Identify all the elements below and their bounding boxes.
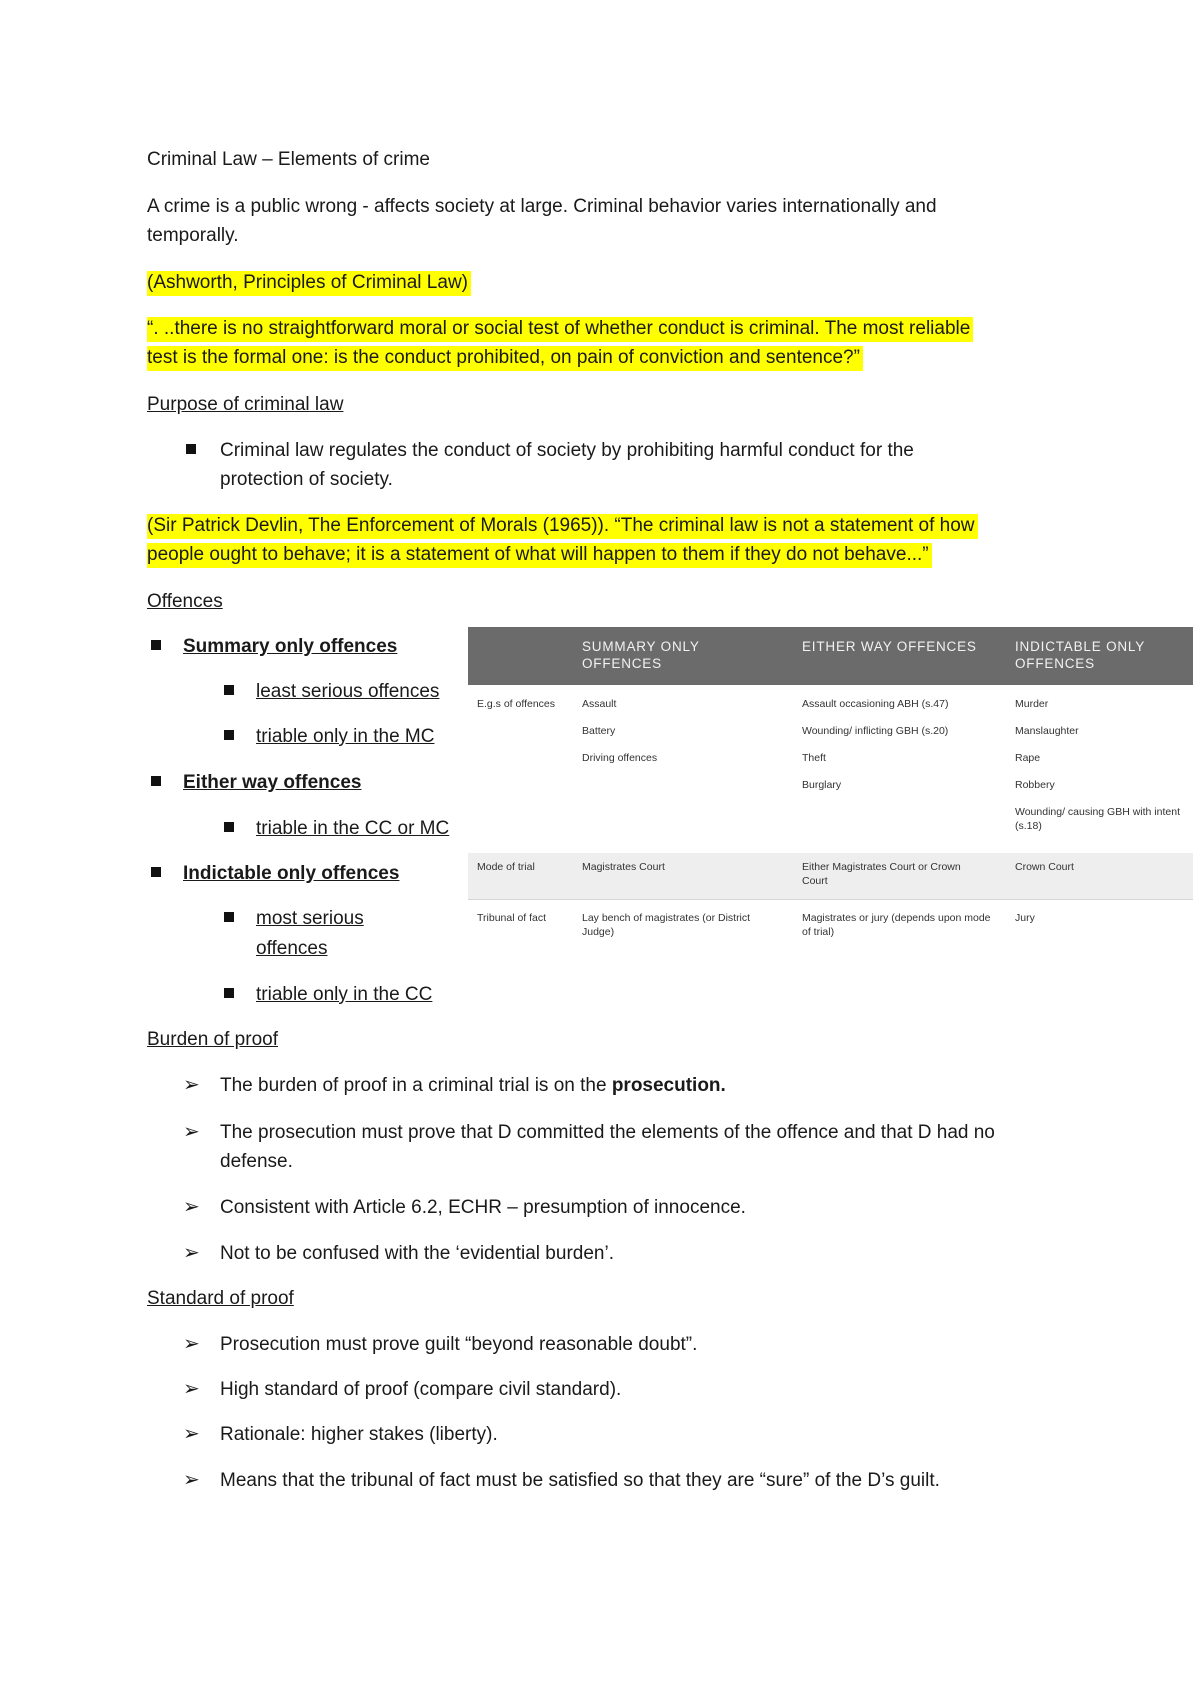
summary-only-label: Summary only offences — [183, 636, 398, 657]
offences-table — [468, 627, 1193, 949]
table-header-row — [468, 627, 1193, 685]
bullet-square-icon — [224, 730, 234, 740]
arrow-bullet-icon: ➢ — [183, 1121, 200, 1143]
standard-point-3: Rationale: higher stakes (liberty). — [220, 1424, 498, 1445]
ashworth-quote-line-1: “. ..there is no straightforward moral or social test of whether conduct is criminal. The most reliable — [147, 317, 973, 342]
row-label-examples: E.g.s of offences — [477, 698, 556, 710]
summary-item-2: triable only in the MC — [256, 726, 435, 747]
either-item-1: triable in the CC or MC — [256, 818, 450, 839]
standard-heading: Standard of proof — [147, 1288, 294, 1309]
burden-point-1-bold: prosecution. — [611, 1075, 726, 1096]
purpose-bullet-line-1: Criminal law regulates the conduct of society by prohibiting harmful conduct for the — [220, 440, 914, 461]
burden-heading: Burden of proof — [147, 1029, 278, 1050]
either-example-1: Assault occasioning ABH (s.47) — [802, 698, 949, 710]
indictable-example-5: Wounding/ causing GBH with intent (s.18) — [1015, 806, 1180, 832]
offences-heading: Offences — [147, 591, 223, 612]
summary-example-2: Battery — [582, 725, 616, 737]
either-way-label: Either way offences — [183, 772, 362, 793]
indictable-example-3: Rape — [1015, 752, 1041, 764]
bullet-square-icon — [186, 444, 196, 454]
bullet-square-icon — [224, 912, 234, 922]
burden-point-2-line-1: The prosecution must prove that D committed the elements of the offence and that D had no — [220, 1122, 995, 1143]
standard-point-1: Prosecution must prove guilt “beyond reasonable doubt”. — [220, 1334, 698, 1355]
indictable-item-2: triable only in the CC — [256, 984, 433, 1005]
devlin-quote-line-2: people ought to behave; it is a statement of what will happen to them if they do not behave...” — [147, 543, 932, 568]
document-title: Criminal Law – Elements of crime — [147, 149, 430, 170]
table-header-indictable: INDICTABLE ONLY OFFENCES — [1015, 639, 1145, 671]
arrow-bullet-icon: ➢ — [183, 1378, 200, 1400]
mode-indictable: Crown Court — [1015, 861, 1074, 873]
devlin-quote-line-1: (Sir Patrick Devlin, The Enforcement of Morals (1965)). “The criminal law is not a statement of how — [147, 514, 978, 539]
purpose-bullet-line-2: protection of society. — [220, 469, 393, 490]
burden-point-4: Not to be confused with the ‘evidential burden’. — [220, 1243, 614, 1264]
arrow-bullet-icon: ➢ — [183, 1333, 200, 1355]
either-example-3: Theft — [802, 752, 826, 764]
summary-example-1: Assault — [582, 698, 617, 710]
ashworth-citation: (Ashworth, Principles of Criminal Law) — [147, 271, 471, 296]
mode-either: Either Magistrates Court or Crown Court — [802, 861, 961, 887]
bullet-square-icon — [224, 988, 234, 998]
burden-point-1 — [220, 1071, 726, 1100]
bullet-square-icon — [224, 685, 234, 695]
tribunal-either: Magistrates or jury (depends upon mode of trial) — [802, 912, 991, 938]
burden-point-3: Consistent with Article 6.2, ECHR – presumption of innocence. — [220, 1197, 746, 1218]
tribunal-summary: Lay bench of magistrates (or District Judge) — [582, 912, 751, 938]
indictable-item-1a: most serious — [256, 908, 364, 929]
tribunal-indictable: Jury — [1015, 912, 1035, 924]
burden-point-2-line-2: defense. — [220, 1151, 293, 1172]
intro-line-1: A crime is a public wrong - affects society at large. Criminal behavior varies internationally and — [147, 196, 937, 217]
standard-point-2: High standard of proof (compare civil standard). — [220, 1379, 622, 1400]
indictable-example-1: Murder — [1015, 698, 1049, 710]
bullet-square-icon — [151, 867, 161, 877]
indictable-item-1b: offences — [256, 938, 328, 959]
indictable-example-2: Manslaughter — [1015, 725, 1079, 737]
indictable-only-label: Indictable only offences — [183, 863, 400, 884]
either-example-2: Wounding/ inflicting GBH (s.20) — [802, 725, 949, 737]
purpose-heading: Purpose of criminal law — [147, 394, 344, 415]
arrow-bullet-icon: ➢ — [183, 1196, 200, 1218]
row-label-mode: Mode of trial — [477, 861, 535, 873]
burden-point-1-text: The burden of proof in a criminal trial is on the — [220, 1075, 612, 1096]
table-divider — [468, 899, 1193, 900]
summary-item-1: least serious offences — [256, 681, 440, 702]
standard-point-4: Means that the tribunal of fact must be satisfied so that they are “sure” of the D’s guilt. — [220, 1470, 940, 1491]
row-label-tribunal: Tribunal of fact — [477, 912, 547, 924]
summary-example-3: Driving offences — [582, 752, 658, 764]
ashworth-quote-line-2: test is the formal one: is the conduct prohibited, on pain of conviction and sentence?” — [147, 346, 863, 371]
arrow-bullet-icon: ➢ — [183, 1074, 200, 1096]
table-header-either: EITHER WAY OFFENCES — [802, 639, 977, 654]
table-header-summary: SUMMARY ONLY OFFENCES — [582, 639, 700, 671]
arrow-bullet-icon: ➢ — [183, 1242, 200, 1264]
mode-summary: Magistrates Court — [582, 861, 665, 873]
indictable-example-4: Robbery — [1015, 779, 1055, 791]
intro-line-2: temporally. — [147, 225, 239, 246]
bullet-square-icon — [151, 776, 161, 786]
either-example-4: Burglary — [802, 779, 842, 791]
bullet-square-icon — [224, 822, 234, 832]
arrow-bullet-icon: ➢ — [183, 1423, 200, 1445]
arrow-bullet-icon: ➢ — [183, 1469, 200, 1491]
bullet-square-icon — [151, 640, 161, 650]
